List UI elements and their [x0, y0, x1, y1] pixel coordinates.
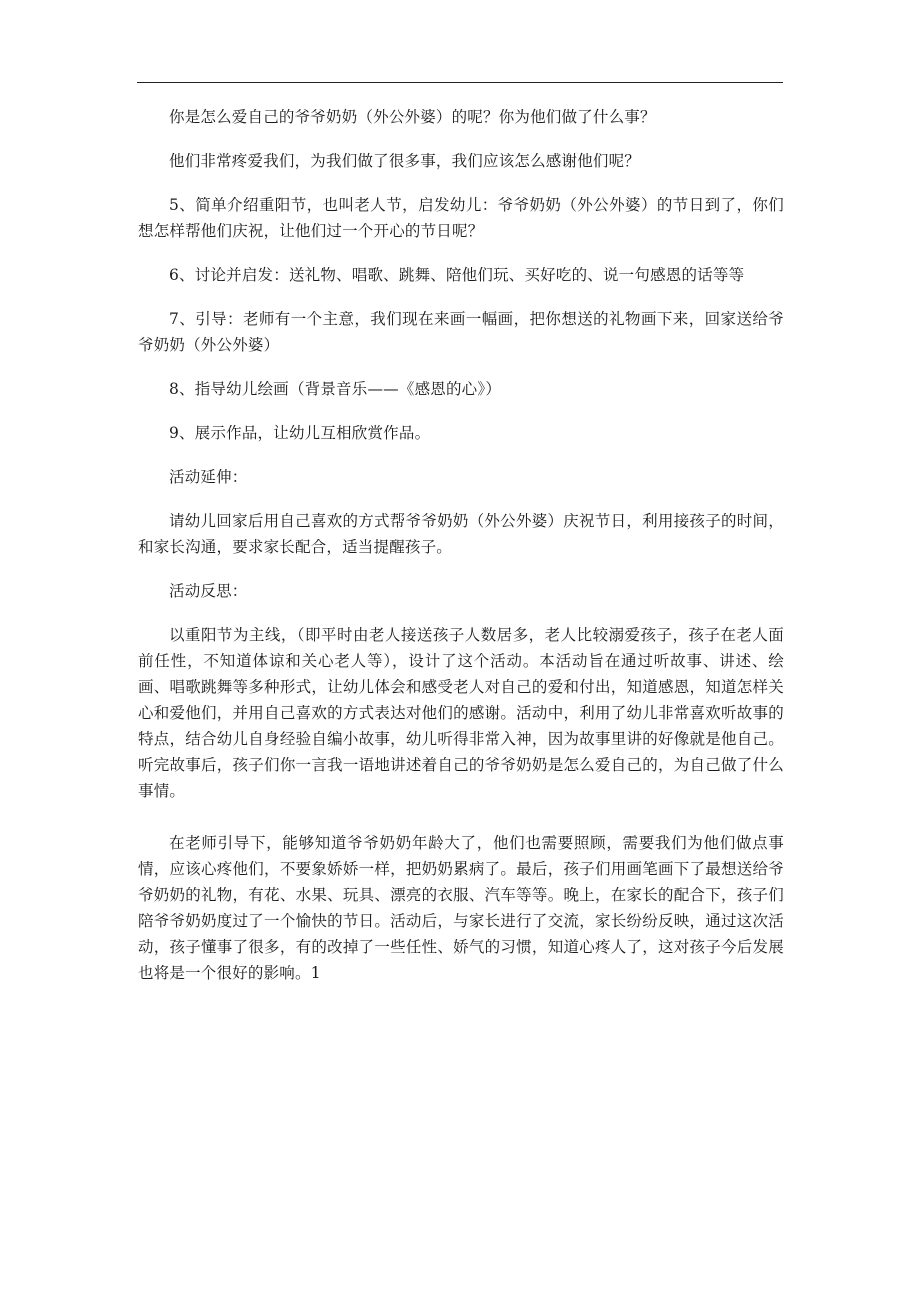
paragraph-reflection-1: 以重阳节为主线，（即平时由老人接送孩子人数居多，老人比较溺爱孩子，孩子在老人面前任性，不知道体谅和关心老人等），设计了这个活动。本活动旨在通过听故事、讲述、绘画、唱歌跳舞等多种形式，让幼儿体会和感受老人对自己的爱和付出，知道感恩，知道怎样关心和爱他们，并用自己喜欢的方式表达对他们的感谢。活动中，利用了幼儿非常喜欢听故事的特点，结合幼儿自身经验自编小故事，幼儿听得非常入神，因为故事里讲的好像就是他自己。听完故事后，孩子们你一言我一语地讲述着自己的爷爷奶奶是怎么爱自己的，为自己做了什么事情。: [138, 626, 784, 800]
paragraph-step-8: 8、指导幼儿绘画（背景音乐——《感恩的心》）: [169, 380, 502, 398]
paragraph-step-6: 6、讨论并启发：送礼物、唱歌、跳舞、陪他们玩、买好吃的、说一句感恩的话等等: [169, 266, 745, 284]
paragraph-step-7: 7、引导：老师有一个主意，我们现在来画一幅画，把你想送的礼物画下来，回家送给爷爷奶奶（外公外婆）: [138, 310, 784, 354]
paragraph-question-love: 你是怎么爱自己的爷爷奶奶（外公外婆）的呢？你为他们做了什么事？: [169, 108, 656, 126]
paragraph-question-thanks: 他们非常疼爱我们，为我们做了很多事，我们应该怎么感谢他们呢？: [169, 152, 641, 170]
section-heading-extension: 活动延伸：: [169, 468, 248, 486]
paragraph-step-9: 9、展示作品，让幼儿互相欣赏作品。: [169, 424, 431, 442]
paragraph-reflection-2: 在老师引导下，能够知道爷爷奶奶年龄大了，他们也需要照顾，需要我们为他们做点事情，应该心疼他们，不要象娇娇一样，把奶奶累病了。最后，孩子们用画笔画下了最想送给爷爷奶奶的礼物，有花、水果、玩具、漂亮的衣服、汽车等等。晚上，在家长的配合下，孩子们陪爷爷奶奶度过了一个愉快的节日。活动后，与家长进行了交流，家长纷纷反映，通过这次活动，孩子懂事了很多，有的改掉了一些任性、娇气的习惯，知道心疼人了，这对孩子今后发展也将是一个很好的影响。1: [138, 834, 784, 982]
section-heading-reflection: 活动反思：: [169, 582, 248, 600]
paragraph-step-5: 5、简单介绍重阳节，也叫老人节，启发幼儿：爷爷奶奶（外公外婆）的节日到了，你们想怎样帮他们庆祝，让他们过一个开心的节日呢？: [138, 196, 784, 240]
document-body: [138, 104, 784, 1004]
header-rule: [137, 82, 783, 83]
paragraph-extension: 请幼儿回家后用自己喜欢的方式帮爷爷奶奶（外公外婆）庆祝节日，利用接孩子的时间，和家长沟通，要求家长配合，适当提醒孩子。: [138, 512, 784, 556]
